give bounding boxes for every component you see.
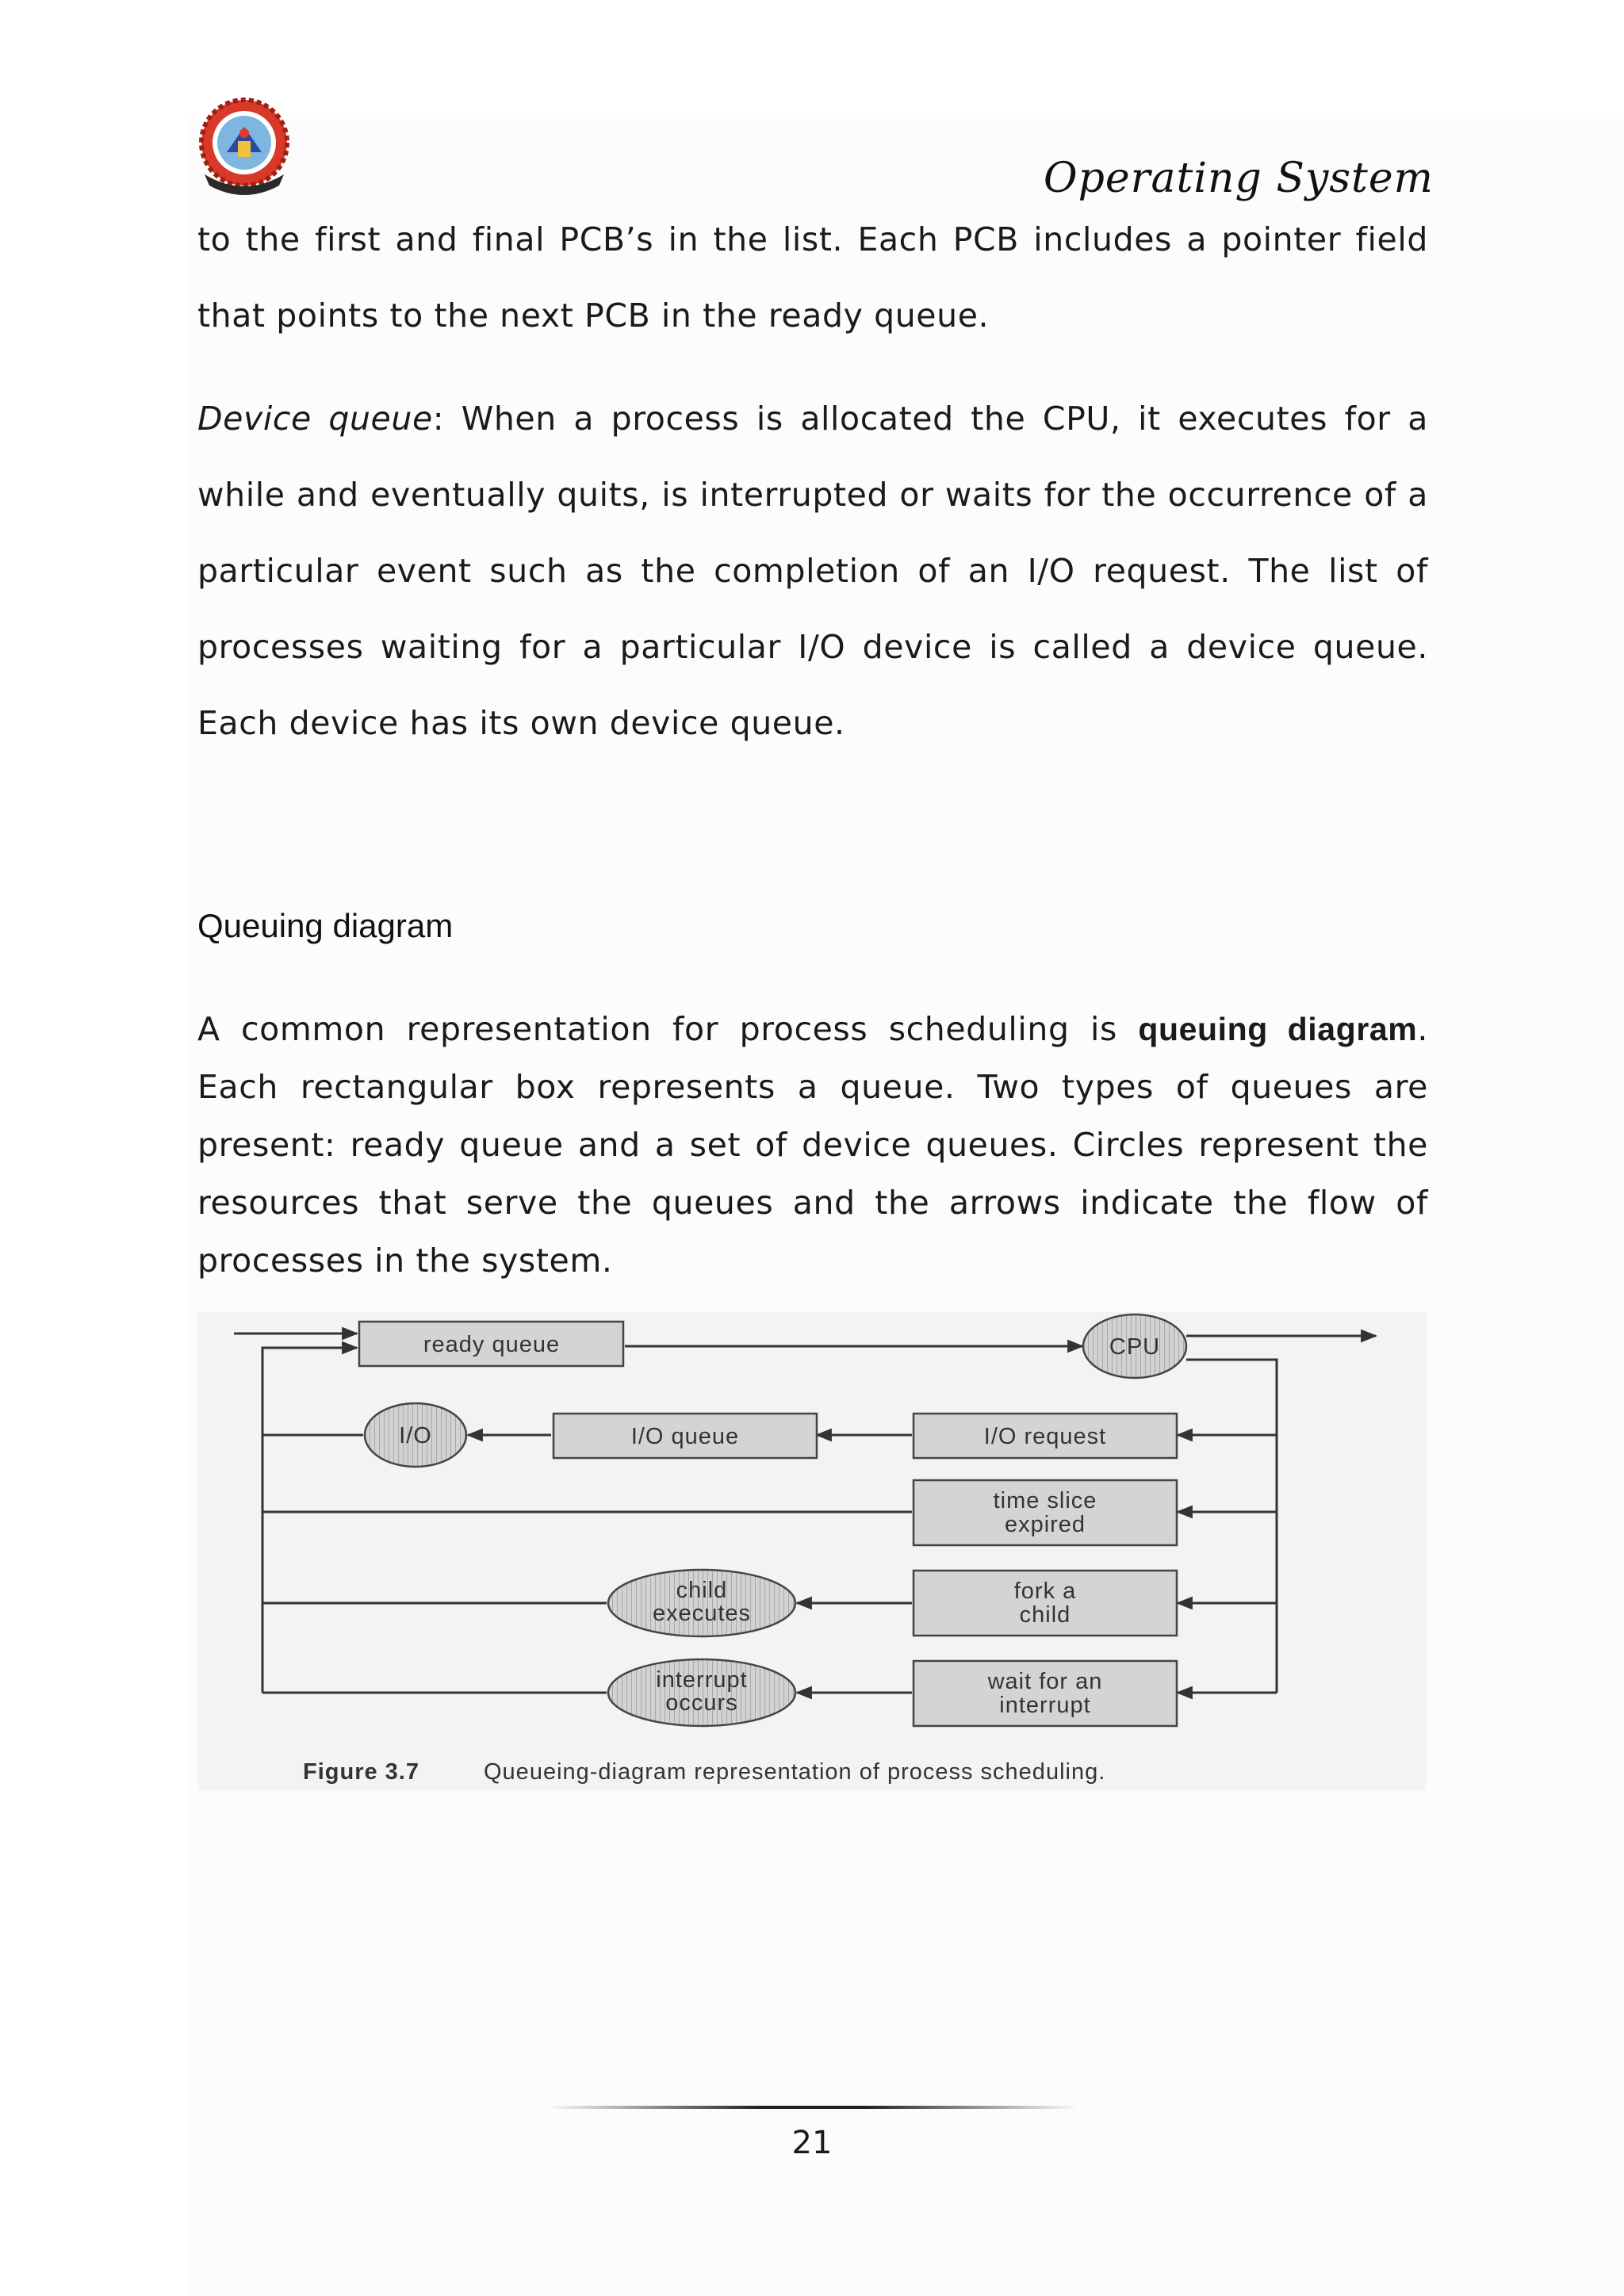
fork-child-label-line1: fork a xyxy=(1013,1578,1077,1604)
child-executes-label-line1: child xyxy=(676,1578,728,1603)
ready-queue-label: ready queue xyxy=(423,1332,561,1357)
wait-interrupt-box xyxy=(914,1661,1177,1726)
wait-interrupt-label-line1: wait for an xyxy=(987,1669,1103,1694)
queuing-intro-text: A common representation for process scheduling is xyxy=(197,1010,1139,1048)
time-slice-expired-box xyxy=(914,1480,1177,1545)
time-slice-label-line1: time slice xyxy=(993,1488,1097,1513)
io-label: I/O xyxy=(399,1423,432,1448)
interrupt-occurs-circle xyxy=(608,1659,795,1726)
cpu-label: CPU xyxy=(1109,1334,1161,1360)
child-executes-circle xyxy=(608,1570,795,1636)
page-number: 21 xyxy=(791,2125,833,2161)
interrupt-occurs-label-line2: occurs xyxy=(665,1690,738,1716)
fork-child-label-line2: child xyxy=(1019,1602,1071,1628)
io-request-label: I/O request xyxy=(983,1424,1107,1449)
footer-divider xyxy=(547,2106,1078,2109)
queuing-description-text: . Each rectangular box represents a queue. Two types of queues are present: ready queue and a set of device queues. Circles represent the resources that serve the queues and the arrows indicate the flow of processes in the system. xyxy=(197,1010,1428,1280)
time-slice-label-line2: expired xyxy=(1004,1512,1086,1537)
figure-caption-label: Figure 3.7 xyxy=(303,1759,419,1785)
term-queuing-diagram: queuing diagram xyxy=(1138,1011,1418,1047)
wait-interrupt-label-line2: interrupt xyxy=(999,1693,1091,1718)
section-heading-queuing-diagram: Queuing diagram xyxy=(197,907,454,944)
queueing-diagram-figure xyxy=(198,1312,1426,1790)
fork-child-box xyxy=(914,1571,1177,1636)
ready-queue-box xyxy=(359,1322,623,1366)
figure-caption-text: Queueing-diagram representation of process scheduling. xyxy=(484,1759,1106,1785)
cpu-resource-circle xyxy=(1083,1314,1186,1378)
paragraph-queuing-diagram xyxy=(197,1001,1428,1290)
io-request-box xyxy=(914,1414,1177,1458)
running-header-title: Operating System xyxy=(1043,155,1434,202)
institution-logo xyxy=(197,95,292,198)
device-queue-definition: : When a process is allocated the CPU, it executes for a while and eventually quits, is interrupted or waits for the occurrence of a particular event such as the completion of an I/O request. The list of processes waiting for a particular I/O device is called a device queue. Each device has its own device queue. xyxy=(197,400,1428,742)
paragraph-device-queue xyxy=(197,381,1428,761)
io-resource-circle xyxy=(365,1403,466,1467)
term-device-queue: Device queue xyxy=(197,400,433,438)
interrupt-occurs-label-line1: interrupt xyxy=(656,1667,748,1693)
io-queue-label: I/O queue xyxy=(630,1424,740,1449)
child-executes-label-line2: executes xyxy=(652,1601,752,1626)
paragraph-pcb-pointer: to the first and final PCB’s in the list. Each PCB includes a pointer field that points to the next PCB in the ready queue. xyxy=(197,220,1428,335)
io-queue-box xyxy=(553,1414,817,1458)
flow-arrows xyxy=(234,1334,1376,1693)
